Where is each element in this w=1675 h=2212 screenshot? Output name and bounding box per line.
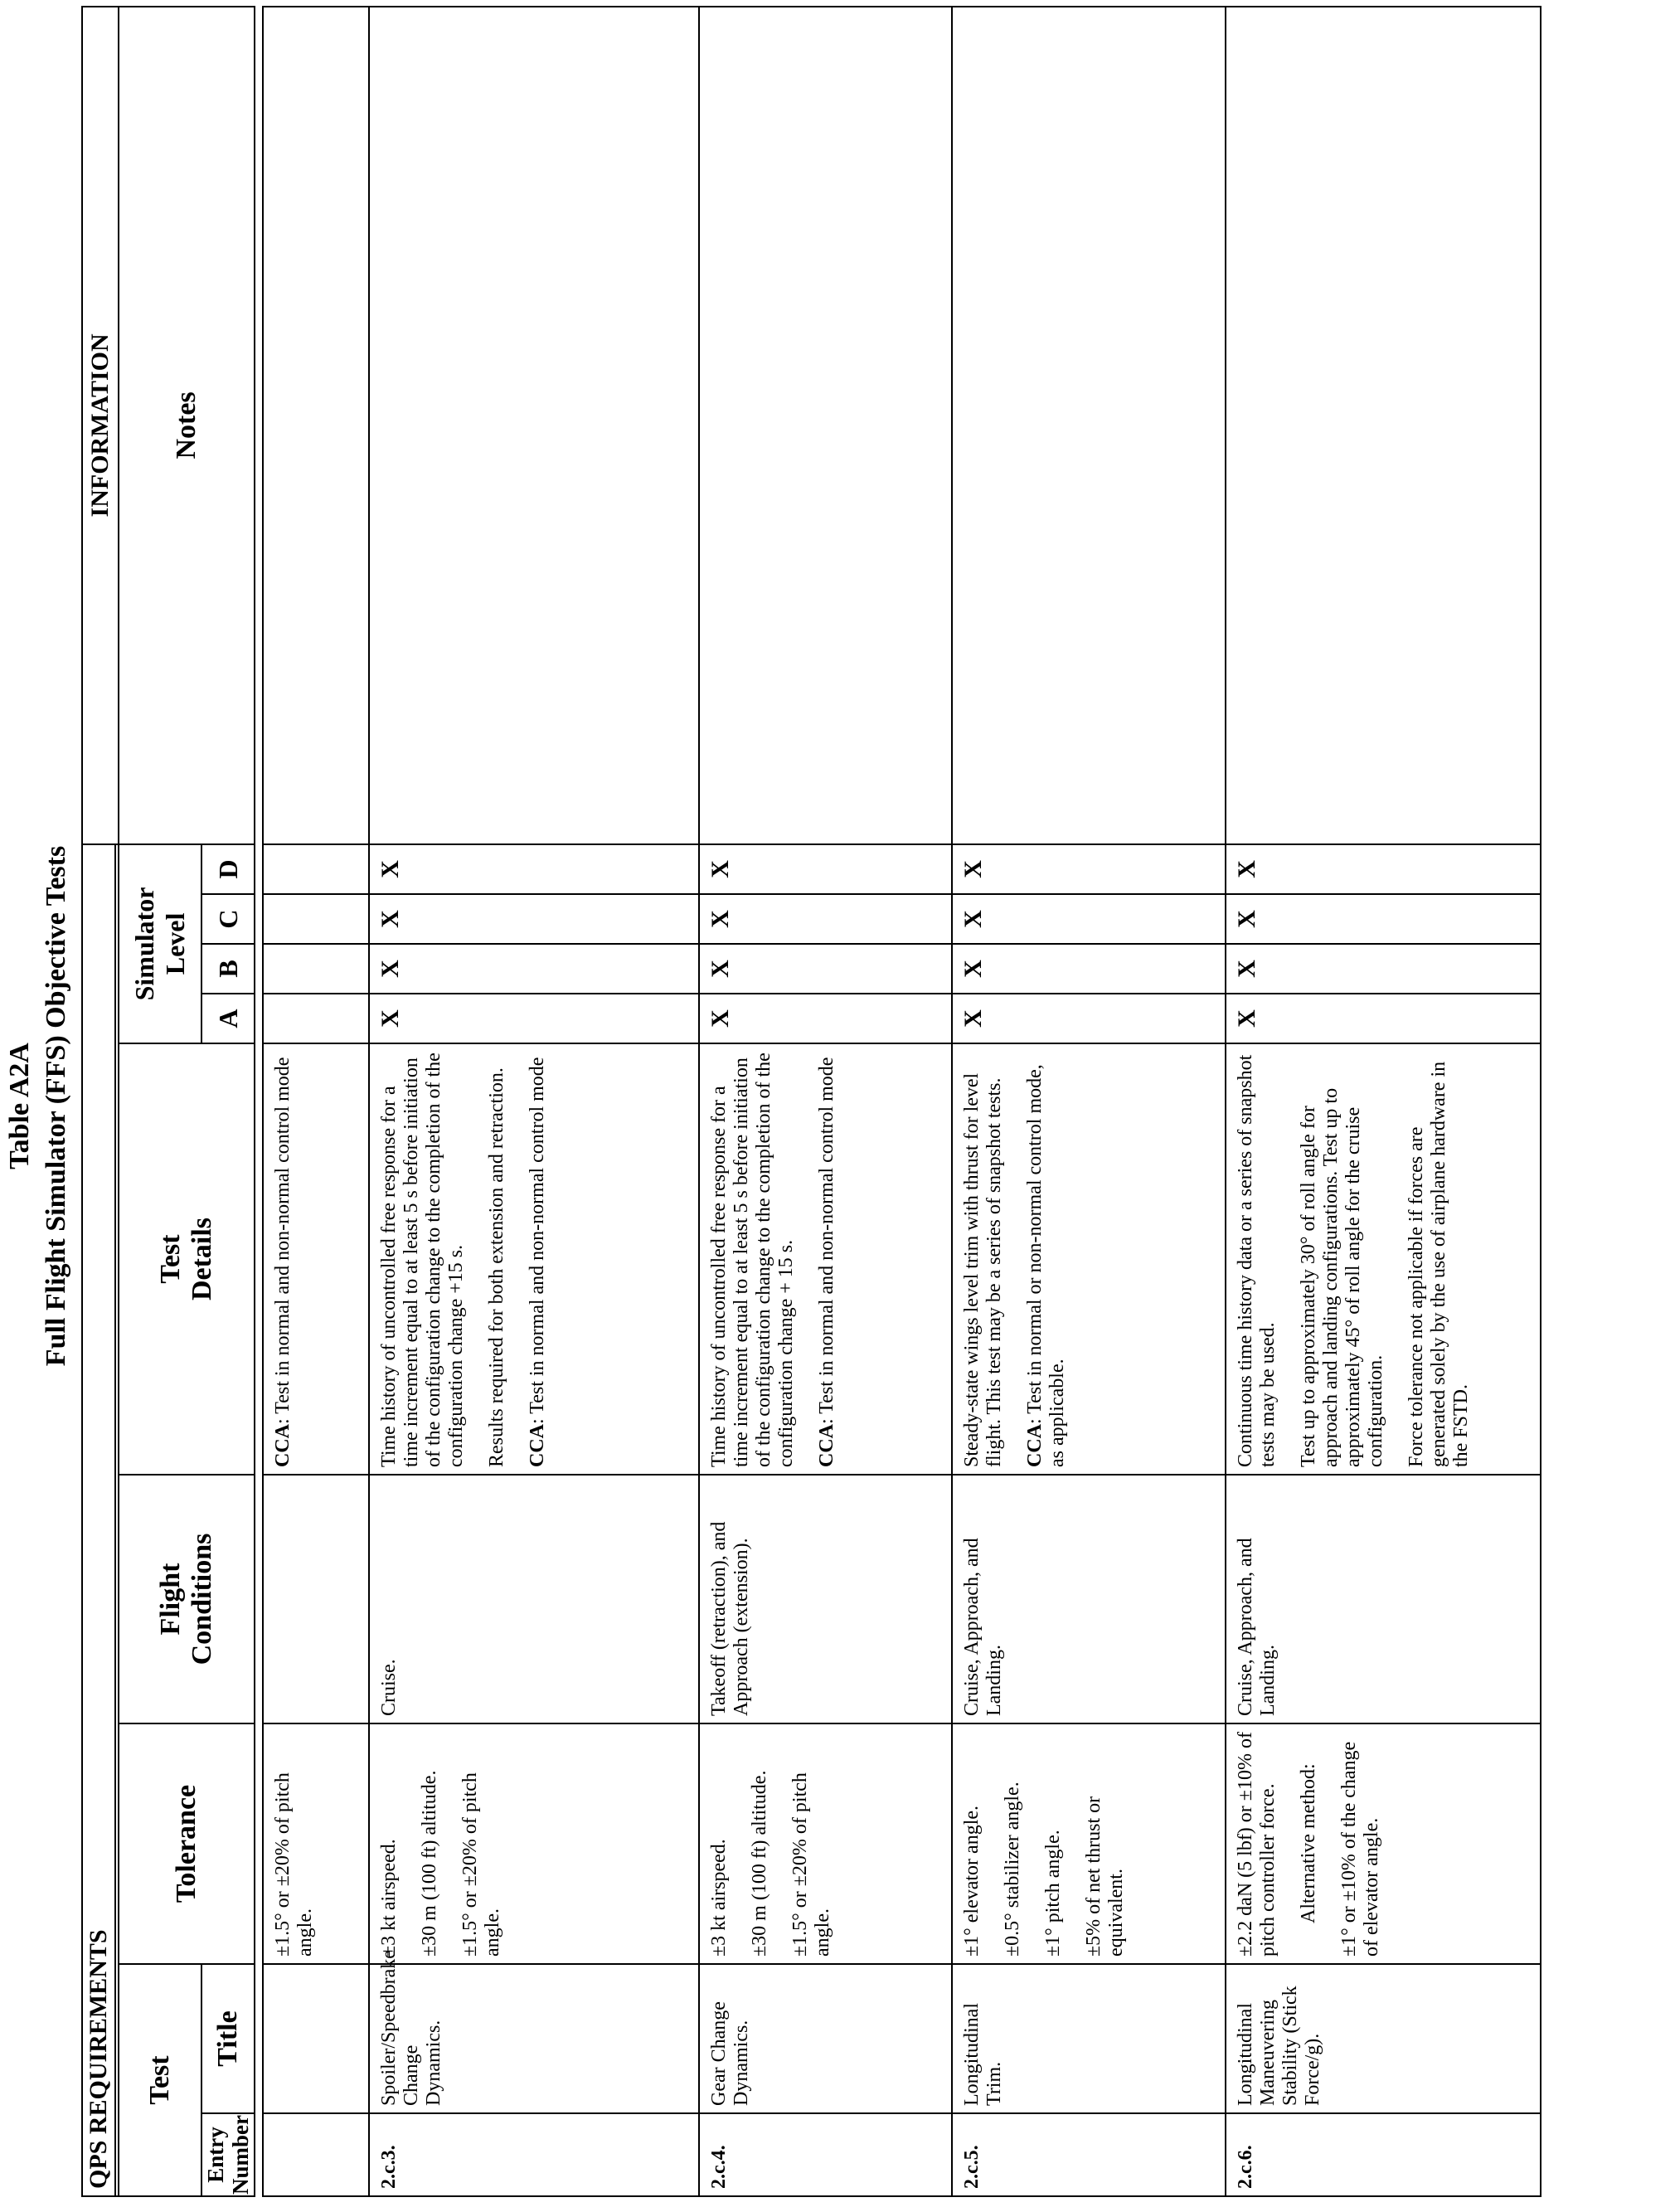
detail-paragraph: Time history of uncontrolled free response for a time increment equal to at least 5 s before initiation of the configuration change to the completion of the configuration change + 15 s. <box>708 1053 797 1467</box>
test-title: Longitudinal Trim. <box>952 1964 1226 2113</box>
tolerance-cell <box>369 1723 699 1964</box>
header-gap-row <box>255 7 263 2196</box>
cca-note <box>816 1051 838 1467</box>
tolerance-line: ±3 kt airspeed. <box>378 1839 400 1957</box>
test-details-header-line1: Test <box>155 1234 186 1284</box>
tolerance-line: ±1° pitch angle. <box>1042 1830 1064 1957</box>
tolerance-line: ±3 kt airspeed. <box>708 1839 730 1957</box>
detail-paragraph: Force tolerance not applicable if forces are generated solely by the use of airplane hardware in the FSTD. <box>1406 1061 1472 1467</box>
flight-conditions-cell: Cruise, Approach, and Landing. <box>1226 1475 1541 1723</box>
cca-label: CCA <box>816 1424 838 1467</box>
table-row <box>952 7 1226 2196</box>
level-c-mark: X <box>1226 894 1541 944</box>
title-header: Title <box>201 1964 255 2113</box>
level-a-mark: X <box>952 994 1226 1043</box>
tolerance-cell <box>1226 1723 1541 1964</box>
test-header: Test <box>119 1964 201 2196</box>
level-c-mark: X <box>952 894 1226 944</box>
detail-paragraph: Time history of uncontrolled free response for a time increment equal to at least 5 s before initiation of the configuration change to the completion of the configuration change +15 s. <box>378 1053 467 1467</box>
cca-label: CCA <box>1024 1424 1046 1467</box>
simulator-level-header-line2: Level <box>160 912 190 975</box>
notes-cell <box>369 7 699 844</box>
detail-paragraph: Test up to approximately 30° of roll angle for approach and landing configurations. Test up to approximately 45° of roll angle for the cruise configuration. <box>1298 1087 1386 1467</box>
tolerance-line: Alternative method: <box>1298 1763 1319 1923</box>
level-b-mark <box>263 944 369 994</box>
level-d-mark <box>263 844 369 894</box>
tolerance-cell <box>952 1723 1226 1964</box>
tolerance-line: ±2.2 daN (5 lbf) or ±10% of pitch controller force. <box>1235 1732 1279 1957</box>
cca-note <box>527 1051 549 1467</box>
entry-number: 2.c.5. <box>952 2113 1226 2196</box>
detail-paragraph: Results required for both extension and retraction. <box>486 1067 507 1467</box>
flight-conditions-cell <box>263 1475 369 1723</box>
test-details-cell <box>1226 1043 1541 1475</box>
tolerance-line: ±0.5° stabilizer angle. <box>1002 1782 1023 1957</box>
test-details-cell <box>699 1043 952 1475</box>
level-a-mark: X <box>699 994 952 1043</box>
level-c-mark <box>263 894 369 944</box>
test-details-header <box>119 1043 255 1475</box>
table-row <box>369 7 699 2196</box>
level-c-mark: X <box>699 894 952 944</box>
level-c-header: C <box>201 894 255 944</box>
band-row <box>82 7 115 2196</box>
tolerance-line: ±1° or ±10% of the change of elevator angle. <box>1338 1741 1382 1957</box>
level-d-mark: X <box>369 844 699 894</box>
level-b-mark: X <box>369 944 699 994</box>
title-block <box>0 0 83 2212</box>
level-a-mark <box>263 994 369 1043</box>
flight-conditions-header-line1: Flight <box>155 1563 186 1636</box>
level-a-mark: X <box>369 994 699 1043</box>
test-title <box>263 1964 369 2113</box>
level-b-mark: X <box>699 944 952 994</box>
table-id: Table A2A <box>4 1043 35 1169</box>
entry-number-header-line1: Entry <box>203 2127 228 2183</box>
table-row <box>699 7 952 2196</box>
flight-conditions-cell: Cruise. <box>369 1475 699 1723</box>
cca-note <box>1024 1051 1069 1467</box>
simulator-level-header-line1: Simulator <box>129 887 159 1001</box>
tolerance-line: ±1.5° or ±20% of pitch angle. <box>459 1772 503 1957</box>
cca-label: CCA <box>272 1424 294 1467</box>
flight-conditions-cell: Cruise, Approach, and Landing. <box>952 1475 1226 1723</box>
tolerance-line: ±1.5° or ±20% of pitch angle. <box>272 1772 316 1957</box>
tolerance-line: ±1.5° or ±20% of pitch angle. <box>789 1772 833 1957</box>
test-title: Gear Change Dynamics. <box>699 1964 952 2113</box>
level-b-mark: X <box>1226 944 1541 994</box>
tolerance-header: Tolerance <box>119 1723 255 1964</box>
test-title: Spoiler/Speedbrake Change Dynamics. <box>369 1964 699 2113</box>
level-b-header: B <box>201 944 255 994</box>
entry-number-header-line2: Number <box>228 2115 253 2195</box>
tolerance-line: ±1° elevator angle. <box>961 1805 983 1957</box>
notes-cell <box>699 7 952 844</box>
test-details-cell <box>369 1043 699 1475</box>
level-d-header: D <box>201 844 255 894</box>
entry-number: 2.c.4. <box>699 2113 952 2196</box>
detail-paragraph: Continuous time history data or a series of snapshot tests may be used. <box>1235 1054 1279 1467</box>
entry-number-header <box>201 2113 255 2196</box>
cca-note <box>272 1051 294 1467</box>
simulator-level-header <box>119 844 201 1043</box>
test-details-cell <box>952 1043 1226 1475</box>
notes-header: Notes <box>119 7 255 844</box>
header-gap <box>255 7 263 2196</box>
level-a-mark: X <box>1226 994 1541 1043</box>
tolerance-line: ±30 m (100 ft) altitude. <box>419 1770 440 1957</box>
cca-text: : Test in normal and non-normal control mode <box>816 1057 838 1424</box>
level-d-mark: X <box>952 844 1226 894</box>
table-row <box>263 7 369 2196</box>
entry-number: 2.c.6. <box>1226 2113 1541 2196</box>
tolerance-line: ±30 m (100 ft) altitude. <box>749 1770 770 1957</box>
cca-text: : Test in normal or non-normal control mode, as applicable. <box>1024 1064 1068 1467</box>
level-d-mark: X <box>699 844 952 894</box>
cca-label: CCA <box>527 1424 548 1467</box>
table-row <box>1226 7 1541 2196</box>
header-row-1 <box>119 7 201 2196</box>
notes-cell <box>1226 7 1541 844</box>
tolerance-cell <box>263 1723 369 1964</box>
level-c-mark: X <box>369 894 699 944</box>
entry-number <box>263 2113 369 2196</box>
level-b-mark: X <box>952 944 1226 994</box>
detail-paragraph: Steady-state wings level trim with thrust for level flight. This test may be a series of snapshot tests. <box>961 1072 1005 1467</box>
test-details-header-line2: Details <box>187 1217 217 1301</box>
flight-conditions-cell: Takeoff (retraction), and Approach (extension). <box>699 1475 952 1723</box>
entry-number: 2.c.3. <box>369 2113 699 2196</box>
qps-requirements-band: QPS REQUIREMENTS <box>82 844 115 2196</box>
flight-conditions-header-line2: Conditions <box>187 1533 217 1665</box>
test-title: Longitudinal Maneuvering Stability (Stick Force/g). <box>1226 1964 1541 2113</box>
notes-cell <box>952 7 1226 844</box>
tolerance-line: ±5% of net thrust or equivalent. <box>1083 1796 1127 1957</box>
information-band: INFORMATION <box>82 7 119 844</box>
cca-text: : Test in normal and non-normal control mode <box>272 1057 294 1424</box>
test-details-cell <box>263 1043 369 1475</box>
objective-tests-table <box>81 6 1541 2197</box>
cca-text: : Test in normal and non-normal control mode <box>527 1057 548 1424</box>
level-a-header: A <box>201 994 255 1043</box>
tolerance-cell <box>699 1723 952 1964</box>
level-d-mark: X <box>1226 844 1541 894</box>
notes-cell <box>263 7 369 844</box>
table-title: Full Flight Simulator (FFS) Objective Tests <box>41 845 71 1367</box>
flight-conditions-header <box>119 1475 255 1723</box>
